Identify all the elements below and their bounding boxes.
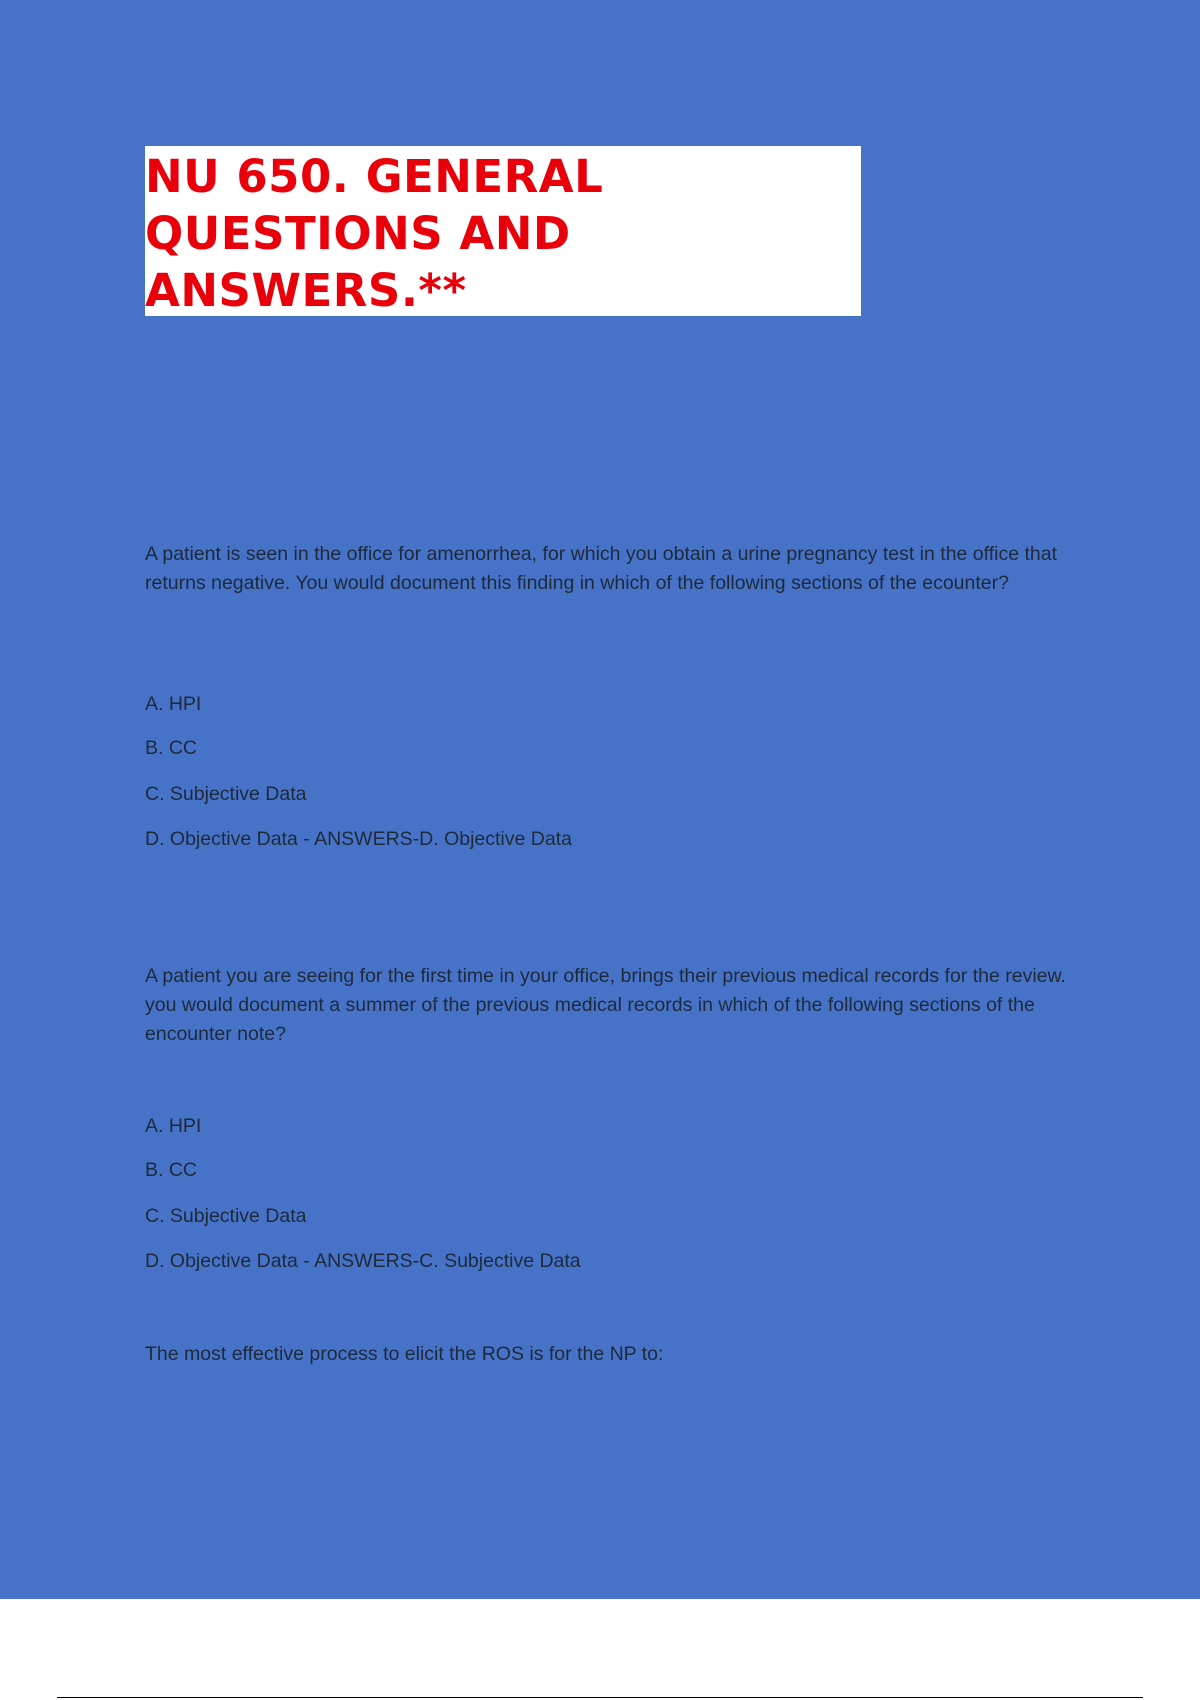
footer-divider [57,1697,1143,1698]
question-1-text: A patient is seen in the office for amenorrhea, for which you obtain a urine pregnancy test in the office that returns negative. You would document this finding in which of the following sections of the ecounter? [145,543,1058,594]
question-1-option-a: A. HPI [145,693,202,715]
title-box [145,146,861,316]
question-2-option-c: C. Subjective Data [145,1205,307,1227]
question-1-option-c: C. Subjective Data [145,783,307,805]
question-3-text: The most effective process to elicit the ROS is for the NP to: [145,1343,664,1365]
question-2-option-b: B. CC [145,1159,198,1181]
question-2-text: A patient you are seeing for the first time in your office, brings their previous medical records for the review. you would document a summer of the previous medical records in which of the following sections of the encounter note? [145,965,1066,1045]
document-title: NU 650. GENERAL QUESTIONS AND ANSWERS.** [145,150,604,317]
question-1-option-b: B. CC [145,737,198,759]
question-2-option-a: A. HPI [145,1115,202,1137]
question-2-option-d-answer: D. Objective Data - ANSWERS-C. Subjective Data [145,1250,581,1272]
question-1-option-d-answer: D. Objective Data - ANSWERS-D. Objective Data [145,828,572,850]
